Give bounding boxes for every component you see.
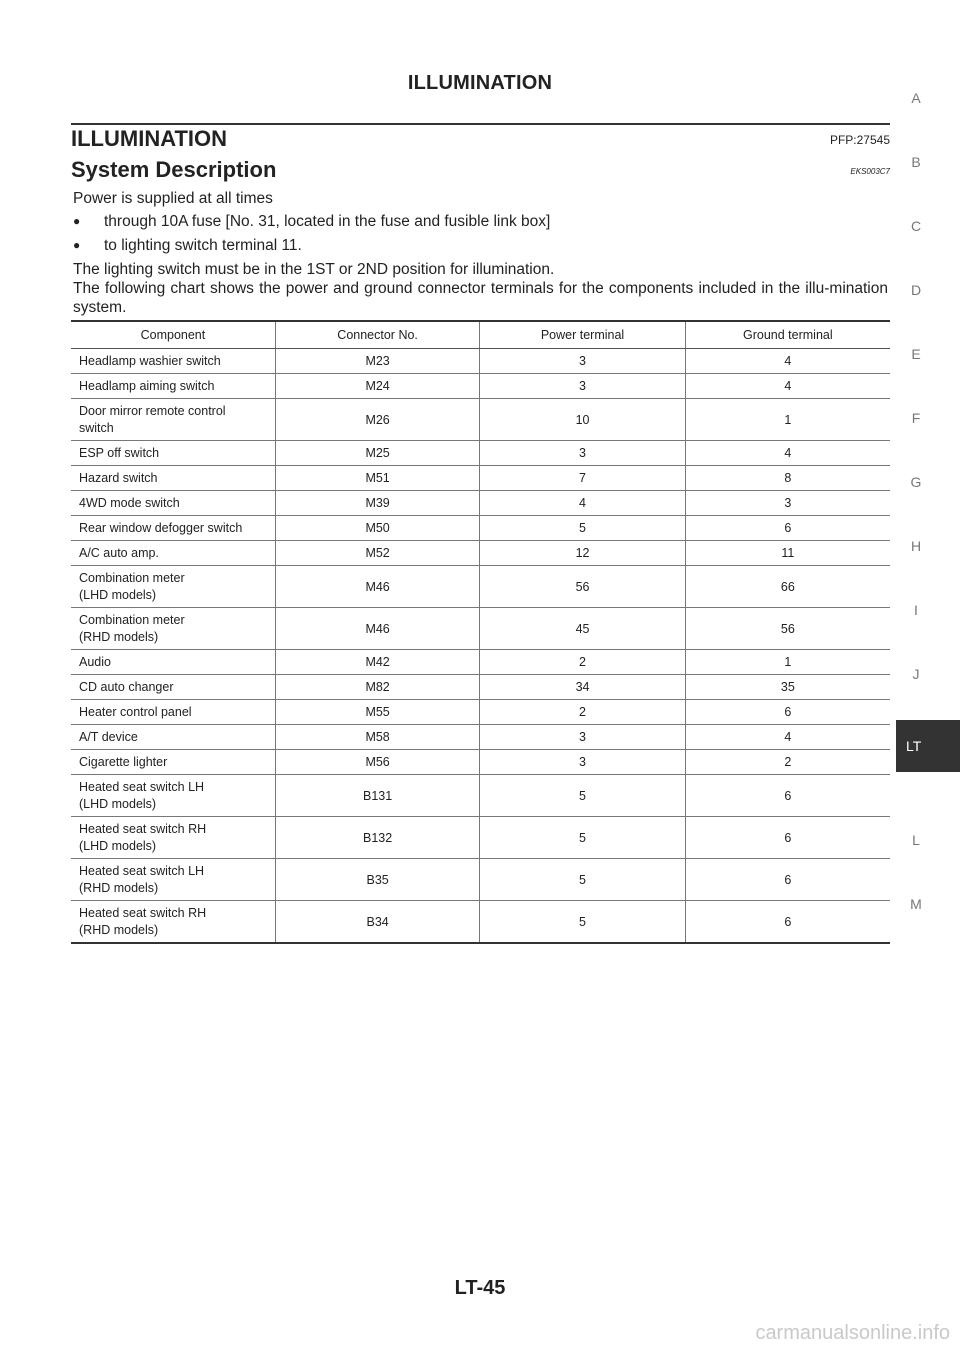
header-component: Component (71, 321, 275, 349)
table-body (71, 349, 890, 944)
list-item-text: to lighting switch terminal 11. (104, 237, 302, 254)
cell-component: Audio (71, 650, 275, 675)
side-index-tab[interactable]: B (911, 154, 921, 170)
cell-power-terminal: 2 (480, 700, 685, 725)
side-index-tab[interactable]: F (911, 410, 921, 426)
cell-ground-terminal: 3 (685, 491, 890, 516)
cell-power-terminal: 5 (480, 859, 685, 901)
cell-connector: M52 (275, 541, 480, 566)
table-row (71, 399, 890, 441)
side-index-tab[interactable]: C (910, 218, 922, 234)
cell-connector: M25 (275, 441, 480, 466)
cell-power-terminal: 7 (480, 466, 685, 491)
cell-ground-terminal: 6 (685, 901, 890, 944)
cell-power-terminal: 5 (480, 516, 685, 541)
table-row (71, 750, 890, 775)
paragraph-chart-intro: The following chart shows the power and ground connector terminals for the components included in the illu-mination system. (73, 280, 888, 316)
cell-ground-terminal: 35 (685, 675, 890, 700)
side-index-tab[interactable]: A (911, 90, 921, 106)
table-row (71, 859, 890, 901)
cell-component: Heated seat switch RH (LHD models) (71, 817, 275, 859)
bullet-icon: ● (73, 214, 81, 228)
table-row (71, 349, 890, 374)
side-index-tab[interactable]: I (914, 602, 918, 618)
cell-component: Headlamp washier switch (71, 349, 275, 374)
side-index-tab[interactable]: H (910, 538, 922, 554)
cell-ground-terminal: 56 (685, 608, 890, 650)
cell-ground-terminal: 66 (685, 566, 890, 608)
cell-connector: B34 (275, 901, 480, 944)
cell-ground-terminal: 1 (685, 650, 890, 675)
cell-connector: B132 (275, 817, 480, 859)
cell-component: A/T device (71, 725, 275, 750)
cell-power-terminal: 5 (480, 775, 685, 817)
cell-component: Heated seat switch LH (RHD models) (71, 859, 275, 901)
cell-connector: M39 (275, 491, 480, 516)
cell-connector: M55 (275, 700, 480, 725)
table-header-row (71, 321, 890, 349)
table-row (71, 541, 890, 566)
cell-power-terminal: 10 (480, 399, 685, 441)
cell-component: Cigarette lighter (71, 750, 275, 775)
top-rule (71, 123, 890, 125)
side-index-tab[interactable]: M (910, 896, 922, 912)
list-item-text: through 10A fuse [No. 31, located in the fuse and fusible link box] (104, 213, 551, 230)
cell-component: A/C auto amp. (71, 541, 275, 566)
table-row (71, 775, 890, 817)
table-row (71, 650, 890, 675)
table-row (71, 566, 890, 608)
table-row (71, 675, 890, 700)
cell-component: Door mirror remote control switch (71, 399, 275, 441)
cell-ground-terminal: 4 (685, 374, 890, 399)
cell-component: Hazard switch (71, 466, 275, 491)
cell-connector: M24 (275, 374, 480, 399)
cell-ground-terminal: 6 (685, 700, 890, 725)
cell-ground-terminal: 2 (685, 750, 890, 775)
bullet-icon: ● (73, 238, 81, 252)
list-item (73, 236, 888, 260)
cell-connector: M58 (275, 725, 480, 750)
cell-connector: M26 (275, 399, 480, 441)
cell-power-terminal: 34 (480, 675, 685, 700)
table-row (71, 817, 890, 859)
cell-connector: M46 (275, 608, 480, 650)
side-index-tab[interactable]: G (910, 474, 922, 490)
header-connector: Connector No. (275, 321, 480, 349)
cell-ground-terminal: 4 (685, 725, 890, 750)
cell-component: CD auto changer (71, 675, 275, 700)
cell-ground-terminal: 6 (685, 775, 890, 817)
table-row (71, 491, 890, 516)
cell-connector: M56 (275, 750, 480, 775)
cell-component: Heated seat switch RH (RHD models) (71, 901, 275, 944)
cell-power-terminal: 56 (480, 566, 685, 608)
side-index-tab[interactable]: L (912, 832, 920, 848)
table-row (71, 441, 890, 466)
cell-component: Heater control panel (71, 700, 275, 725)
table-row (71, 901, 890, 944)
table-row (71, 700, 890, 725)
subsection-title: System Description (71, 157, 277, 182)
side-index-tab[interactable]: E (911, 346, 921, 362)
cell-connector: M46 (275, 566, 480, 608)
running-title: ILLUMINATION (407, 72, 553, 94)
cell-component: Combination meter (LHD models) (71, 566, 275, 608)
section-title: ILLUMINATION (71, 126, 228, 151)
cell-connector: M82 (275, 675, 480, 700)
list-item (73, 212, 888, 236)
header-power-terminal: Power terminal (480, 321, 685, 349)
side-index-tab[interactable]: D (910, 282, 922, 298)
cell-ground-terminal: 6 (685, 516, 890, 541)
cell-ground-terminal: 4 (685, 349, 890, 374)
cell-power-terminal: 3 (480, 725, 685, 750)
cell-ground-terminal: 8 (685, 466, 890, 491)
paragraph-switch-position: The lighting switch must be in the 1ST or 2ND position for illumination. (73, 261, 555, 278)
subsection-code: EKS003C7 (850, 167, 890, 176)
page-number: LT-45 (454, 1277, 506, 1299)
cell-power-terminal: 3 (480, 349, 685, 374)
table-row (71, 516, 890, 541)
cell-power-terminal: 12 (480, 541, 685, 566)
cell-component: ESP off switch (71, 441, 275, 466)
table-row (71, 466, 890, 491)
cell-ground-terminal: 4 (685, 441, 890, 466)
cell-power-terminal: 5 (480, 901, 685, 944)
cell-ground-terminal: 11 (685, 541, 890, 566)
cell-power-terminal: 2 (480, 650, 685, 675)
connector-table (71, 320, 890, 944)
cell-power-terminal: 3 (480, 441, 685, 466)
cell-component: Headlamp aiming switch (71, 374, 275, 399)
cell-ground-terminal: 6 (685, 859, 890, 901)
watermark: carmanualsonline.info (755, 1322, 950, 1344)
cell-power-terminal: 3 (480, 750, 685, 775)
cell-ground-terminal: 6 (685, 817, 890, 859)
cell-connector: M42 (275, 650, 480, 675)
cell-connector: M23 (275, 349, 480, 374)
paragraph-power: Power is supplied at all times (73, 190, 273, 207)
cell-power-terminal: 4 (480, 491, 685, 516)
cell-power-terminal: 3 (480, 374, 685, 399)
cell-component: Heated seat switch LH (LHD models) (71, 775, 275, 817)
bullet-list (73, 212, 888, 260)
header-ground-terminal: Ground terminal (685, 321, 890, 349)
cell-component: Rear window defogger switch (71, 516, 275, 541)
side-index-tab[interactable]: LT (896, 720, 960, 772)
side-index-tab[interactable]: J (912, 666, 920, 682)
cell-component: 4WD mode switch (71, 491, 275, 516)
cell-connector: B131 (275, 775, 480, 817)
table-row (71, 374, 890, 399)
table-row (71, 725, 890, 750)
cell-power-terminal: 5 (480, 817, 685, 859)
cell-connector: B35 (275, 859, 480, 901)
cell-power-terminal: 45 (480, 608, 685, 650)
cell-connector: M50 (275, 516, 480, 541)
cell-component: Combination meter (RHD models) (71, 608, 275, 650)
table-row (71, 608, 890, 650)
section-code: PFP:27545 (829, 133, 890, 147)
cell-ground-terminal: 1 (685, 399, 890, 441)
cell-connector: M51 (275, 466, 480, 491)
